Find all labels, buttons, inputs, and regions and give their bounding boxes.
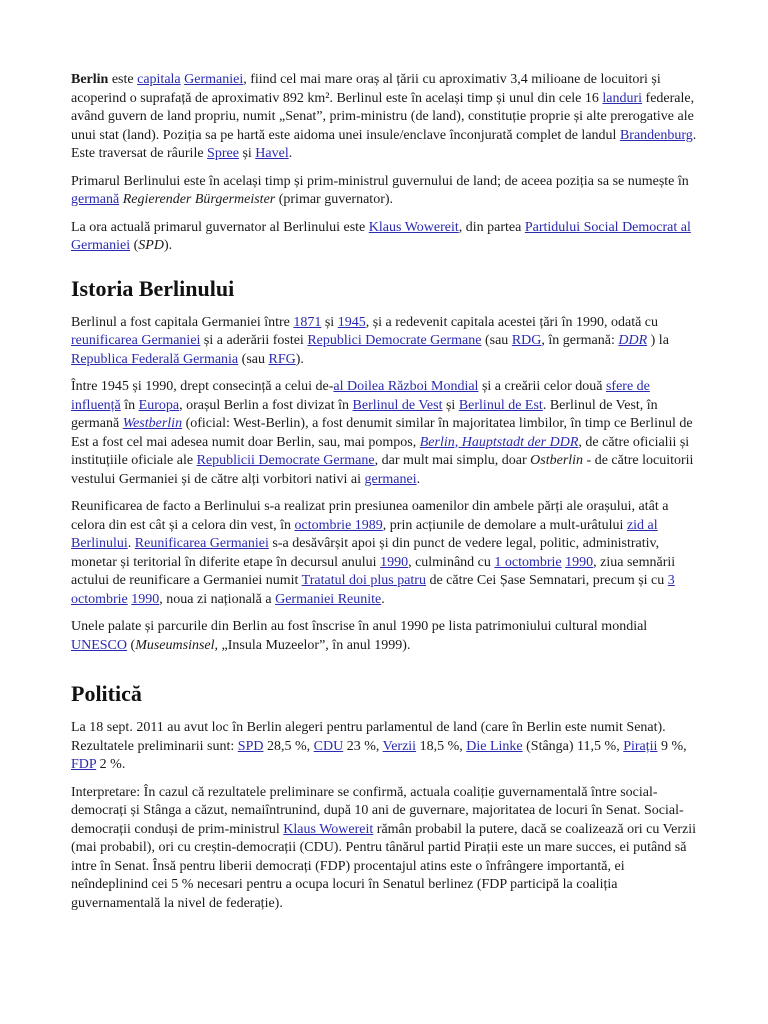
text-run: 18,5 %, bbox=[416, 738, 467, 754]
text-run: și a creării celor două bbox=[478, 379, 606, 394]
link-europa[interactable]: Europa bbox=[138, 397, 180, 413]
text-run: s-a desăvârșit apoi și din punct de vedere legal, politic, administrativ, monetar și teritorial în diferite etape în decursul anului bbox=[71, 536, 660, 570]
text-run: ( bbox=[130, 238, 139, 253]
link-reunificarea-germaniei[interactable]: Reunificarea Germaniei bbox=[134, 536, 269, 551]
text-run: . Berlinul de Vest, în germană bbox=[71, 397, 658, 431]
text-run: ) la bbox=[647, 333, 669, 348]
link-germaniei-reunite[interactable]: Germaniei Reunite bbox=[275, 591, 382, 607]
text-run: , noua zi națională a bbox=[159, 591, 276, 607]
text-run: 23 %, bbox=[343, 738, 383, 754]
text-run: Unele palate și parcurile din Berlin au fost înscrise în anul 1990 pe lista patrimoniului cultural mondial bbox=[71, 619, 648, 634]
text-run: , și a redevenit capitala acestei țări în 1990, odată cu bbox=[365, 314, 659, 330]
link-partidului-social-democrat-al-germaniei[interactable]: Partidului Social Democrat al Germaniei bbox=[71, 219, 691, 253]
text-run: . bbox=[416, 471, 421, 487]
article-body bbox=[71, 71, 703, 922]
link-klaus-wowereit[interactable]: Klaus Wowereit bbox=[368, 219, 459, 235]
text-run: , din partea bbox=[458, 219, 525, 235]
text-run: este bbox=[108, 72, 138, 87]
link-octombrie-1989[interactable]: octombrie 1989 bbox=[294, 517, 383, 533]
text-run: (sau bbox=[481, 333, 512, 348]
link-ddr[interactable]: DDR bbox=[618, 333, 648, 348]
politics-section bbox=[71, 719, 703, 913]
text-run: , ziua semnării actului de reunificare a Germaniei numit bbox=[71, 554, 676, 588]
link-1990[interactable]: 1990 bbox=[131, 591, 160, 607]
text-run: , fiind cel mai mare oraș al țării cu aproximativ 3,4 milioane de locuitori și acoperind o suprafață de aproximativ 892 km². Berlinul este în același timp și unul din cele 16 bbox=[71, 72, 661, 106]
link-republici-democrate-germane[interactable]: Republici Democrate Germane bbox=[307, 333, 482, 348]
paragraph bbox=[71, 618, 703, 655]
link-cdu[interactable]: CDU bbox=[313, 738, 344, 754]
text-run: ). bbox=[295, 351, 304, 367]
link-reunificarea-germaniei[interactable]: reunificarea Germaniei bbox=[71, 333, 201, 348]
link-die-linke[interactable]: Die Linke bbox=[466, 738, 523, 754]
text-run: în bbox=[120, 397, 139, 413]
text-run: de către Cei Șase Semnatari, precum și cu bbox=[425, 573, 668, 588]
link-capitala[interactable]: capitala bbox=[137, 72, 181, 87]
link-al-doilea-razboi-mondial[interactable]: al Doilea Război Mondial bbox=[333, 379, 479, 394]
paragraph bbox=[71, 173, 703, 210]
link-berlinul-de-est[interactable]: Berlinul de Est bbox=[458, 397, 543, 413]
text-run: , dar mult mai simplu, doar bbox=[374, 453, 531, 468]
link-havel[interactable]: Havel bbox=[255, 146, 289, 161]
link-germaniei[interactable]: Germaniei bbox=[184, 72, 244, 87]
link-berlin-hauptstadt-der-ddr[interactable]: Berlin, Hauptstadt der DDR bbox=[419, 434, 579, 450]
link-republica-federala-germania[interactable]: Republica Federală Germania bbox=[71, 351, 239, 367]
paragraph bbox=[71, 784, 703, 914]
text-run: , în germană: bbox=[541, 333, 619, 348]
text-run: 9 %, bbox=[657, 738, 687, 754]
text-run: , culminând cu bbox=[408, 554, 495, 570]
text-run: și bbox=[238, 146, 256, 161]
link-tratatul-doi-plus-patru[interactable]: Tratatul doi plus patru bbox=[301, 573, 426, 588]
text-run: 28,5 %, bbox=[263, 738, 314, 754]
italic-term: SPD bbox=[138, 238, 164, 253]
text-run: (Stânga) 11,5 %, bbox=[522, 738, 624, 754]
text-run: La ora actuală primarul guvernator al Berlinului este bbox=[71, 219, 369, 235]
history-section bbox=[71, 314, 703, 656]
intro-section bbox=[71, 71, 703, 256]
link-unesco[interactable]: UNESCO bbox=[71, 637, 128, 653]
paragraph bbox=[71, 378, 703, 489]
link-brandenburg[interactable]: Brandenburg bbox=[619, 127, 693, 143]
text-run: (primar guvernator). bbox=[275, 192, 394, 207]
link-westberlin[interactable]: Westberlin bbox=[122, 416, 183, 431]
text-run: , orașul Berlin a fost divizat în bbox=[179, 397, 353, 413]
link-germana[interactable]: germană bbox=[71, 192, 120, 207]
italic-term: Regierender Bürgermeister bbox=[122, 192, 276, 207]
text-run: Interpretare: În cazul că rezultatele preliminare se confirmă, actuala coaliție guvernamentală între social-democrați și Stânga a căzut, nemaiîntrunind, după 10 ani de guvernare, majoritatea de locuri în Senat. Social-democrații conduși de prim-ministrul bbox=[71, 784, 684, 837]
text-run: 2 %. bbox=[96, 757, 126, 772]
text-run: și a aderării fostei bbox=[200, 333, 308, 348]
paragraph bbox=[71, 219, 703, 256]
text-run: , prin acțiunile de demolare a mult-urâtului bbox=[382, 517, 627, 533]
text-run: (oficial: West-Berlin), a fost denumit similar în majoritatea limbilor, în timp ce Berlinul de Est a fost cel mai adesea numit doar Berlin, sau, mai pompos, bbox=[71, 416, 693, 450]
text-run: Reunificarea de facto a Berlinului s-a realizat prin presiunea oamenilor din ambele părți ale orașului, atât a celora din est cât și a celora din vest, în bbox=[71, 499, 669, 533]
text-run: . Este traversat de râurile bbox=[71, 127, 697, 161]
politics-heading: Politică bbox=[71, 681, 142, 706]
link-1-octombrie[interactable]: 1 octombrie bbox=[494, 554, 562, 570]
text-run: , de către oficialii și instituțiile oficiale ale bbox=[71, 434, 690, 468]
link-piratii[interactable]: Pirații bbox=[623, 738, 658, 754]
paragraph bbox=[71, 719, 703, 775]
text-run: Primarul Berlinului este în același timp și prim-ministrul guvernului de land; de aceea poziția sa se numește în bbox=[71, 173, 689, 189]
text-run: (sau bbox=[238, 351, 269, 367]
link-berlinul-de-vest[interactable]: Berlinul de Vest bbox=[352, 397, 443, 413]
text-run: . bbox=[127, 536, 135, 551]
link-germanei[interactable]: germanei bbox=[364, 471, 417, 487]
paragraph bbox=[71, 71, 703, 164]
link-verzii[interactable]: Verzii bbox=[382, 738, 417, 754]
link-republicii-democrate-germane[interactable]: Republicii Democrate Germane bbox=[196, 453, 375, 468]
text-run: Între 1945 și 1990, drept consecință a celui de- bbox=[71, 379, 334, 394]
text-run: federale, având guvern de land propriu, numit „Senat”, prim-ministru (de land), constituție proprie și alte prerogative ale unui stat (land). Poziția sa pe hartă este aidoma unei insule/enclave înconjurată complet de landul bbox=[71, 90, 695, 143]
paragraph bbox=[71, 314, 703, 370]
link-fdp[interactable]: FDP bbox=[71, 757, 97, 772]
text-run: Berlinul a fost capitala Germaniei între bbox=[71, 314, 294, 330]
paragraph bbox=[71, 498, 703, 609]
link-sfere-de-influenta[interactable]: sfere de influență bbox=[71, 379, 650, 413]
link-landuri[interactable]: landuri bbox=[602, 90, 643, 106]
link-1871[interactable]: 1871 bbox=[293, 314, 322, 330]
text-run: și bbox=[442, 397, 459, 413]
text-run: rămân probabil la putere, dacă se coalizează ori cu Verzii (mai probabil), ori cu creștin-democrații (CDU). Pentru tânărul partid Pirații este un mare succes, ei putând să intre în Senat. Însă pentru liberii democrați (FDP) procentajul atins este o înfrângere importantă, ei neîndeplinind cei 5 % necesari pentru a ocupa locuri în Senatul berlinez (FDP participă la coaliția guvernamentală la nivel de federație). bbox=[71, 821, 697, 911]
link-3-octombrie[interactable]: 3 octombrie bbox=[71, 573, 675, 607]
link-spree[interactable]: Spree bbox=[207, 146, 239, 161]
text-run: . bbox=[288, 146, 293, 161]
text-run: ). bbox=[163, 238, 173, 253]
text-run: , „Insula Muzeelor”, în anul 1999). bbox=[214, 637, 411, 653]
text-run: . bbox=[381, 591, 385, 607]
link-rdg[interactable]: RDG bbox=[511, 333, 542, 348]
link-zid-al-berlinului[interactable]: zid al Berlinului bbox=[71, 517, 658, 551]
link-1945[interactable]: 1945 bbox=[337, 314, 366, 330]
text-run: și bbox=[321, 314, 338, 330]
text-run: - de către locuitorii vestului Germaniei și de către alți vorbitori nativi ai bbox=[71, 453, 694, 487]
text-run: La 18 sept. 2011 au avut loc în Berlin alegeri pentru parlamentul de land (care în Berlin este numit Senat). Rezultatele preliminarii sunt: bbox=[71, 720, 666, 754]
italic-term: Ostberlin bbox=[530, 453, 584, 468]
link-1990[interactable]: 1990 bbox=[565, 554, 594, 570]
link-klaus-wowereit[interactable]: Klaus Wowereit bbox=[283, 821, 374, 837]
link-1990[interactable]: 1990 bbox=[380, 554, 409, 570]
link-rfg[interactable]: RFG bbox=[268, 351, 296, 367]
text-run: ( bbox=[127, 637, 136, 653]
bold-term: Berlin bbox=[71, 72, 109, 87]
history-heading: Istoria Berlinului bbox=[71, 275, 235, 301]
link-spd[interactable]: SPD bbox=[237, 738, 264, 754]
italic-term: Museumsinsel bbox=[135, 637, 215, 653]
